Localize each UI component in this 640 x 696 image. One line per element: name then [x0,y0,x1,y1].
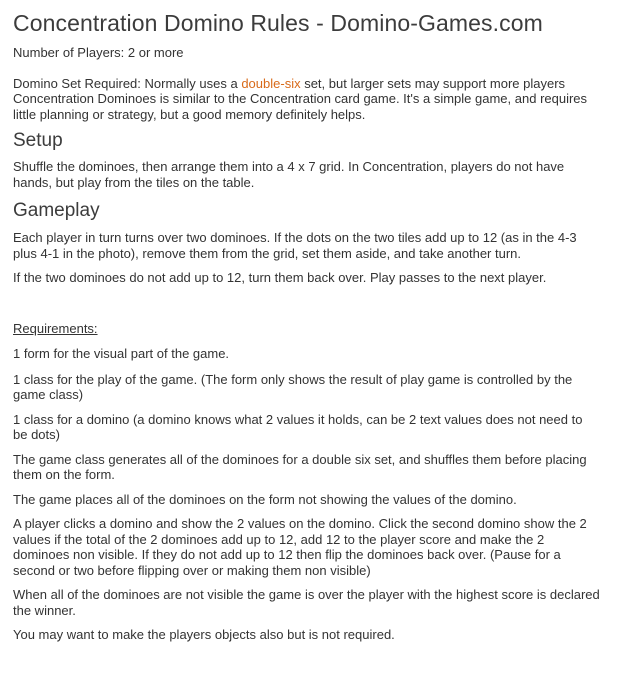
requirement-item: 1 form for the visual part of the game. [13,346,230,361]
double-six-link[interactable]: double-six [241,75,301,91]
requirement-item: 1 class for the play of the game. (The form only shows the result of play game is controlled by the game class) [13,371,573,402]
set-required-prefix: Domino Set Required: Normally uses a [13,75,242,91]
requirement-item: A player clicks a domino and show the 2 values on the domino. Click the second domino show the 2 values if the total of the 2 dominoes add up to 12, add 12 to the player score and make the 2 dominoes non visible. If they do not add up to 12 then flip the dominoes back over. (Pause for a second or two before flipping over or making them non visible) [13,516,587,578]
set-required-text [13,76,626,92]
gameplay-heading: Gameplay [13,200,100,221]
requirement-item: 1 class for a domino (a domino knows what 2 values it holds, can be 2 text values does not need to be dots) [13,411,583,442]
gameplay-paragraph: If the two dominoes do not add up to 12, turn them back over. Play passes to the next player. [13,270,547,285]
requirement-item: The game places all of the dominoes on the form not showing the values of the domino. [13,491,517,507]
requirement-item: You may want to make the players objects also but is not required. [13,627,395,642]
requirements-heading: Requirements: [13,320,98,336]
setup-heading: Setup [13,130,63,151]
players-text: Number of Players: 2 or more [13,45,184,60]
requirement-item: The game class generates all of the dominoes for a double six set, and shuffles them before placing them on the form. [13,451,587,482]
setup-text: Shuffle the dominoes, then arrange them into a 4 x 7 grid. In Concentration, players do not have hands, but play from the tiles on the table. [13,159,565,190]
gameplay-paragraph: Each player in turn turns over two dominoes. If the dots on the two tiles add up to 12 (as in the 4-3 plus 4-1 in the photo), remove them from the grid, set them aside, and take another turn. [13,230,577,261]
requirement-item: When all of the dominoes are not visible the game is over the player with the highest score is declared the winner. [13,587,600,618]
intro-text: Concentration Dominoes is similar to the Concentration card game. It's a simple game, and requires little planning or strategy, but a good memory definitely helps. [13,91,588,122]
page-title: Concentration Domino Rules - Domino-Games.com [13,10,543,36]
set-required-suffix: set, but larger sets may support more players [300,75,566,91]
